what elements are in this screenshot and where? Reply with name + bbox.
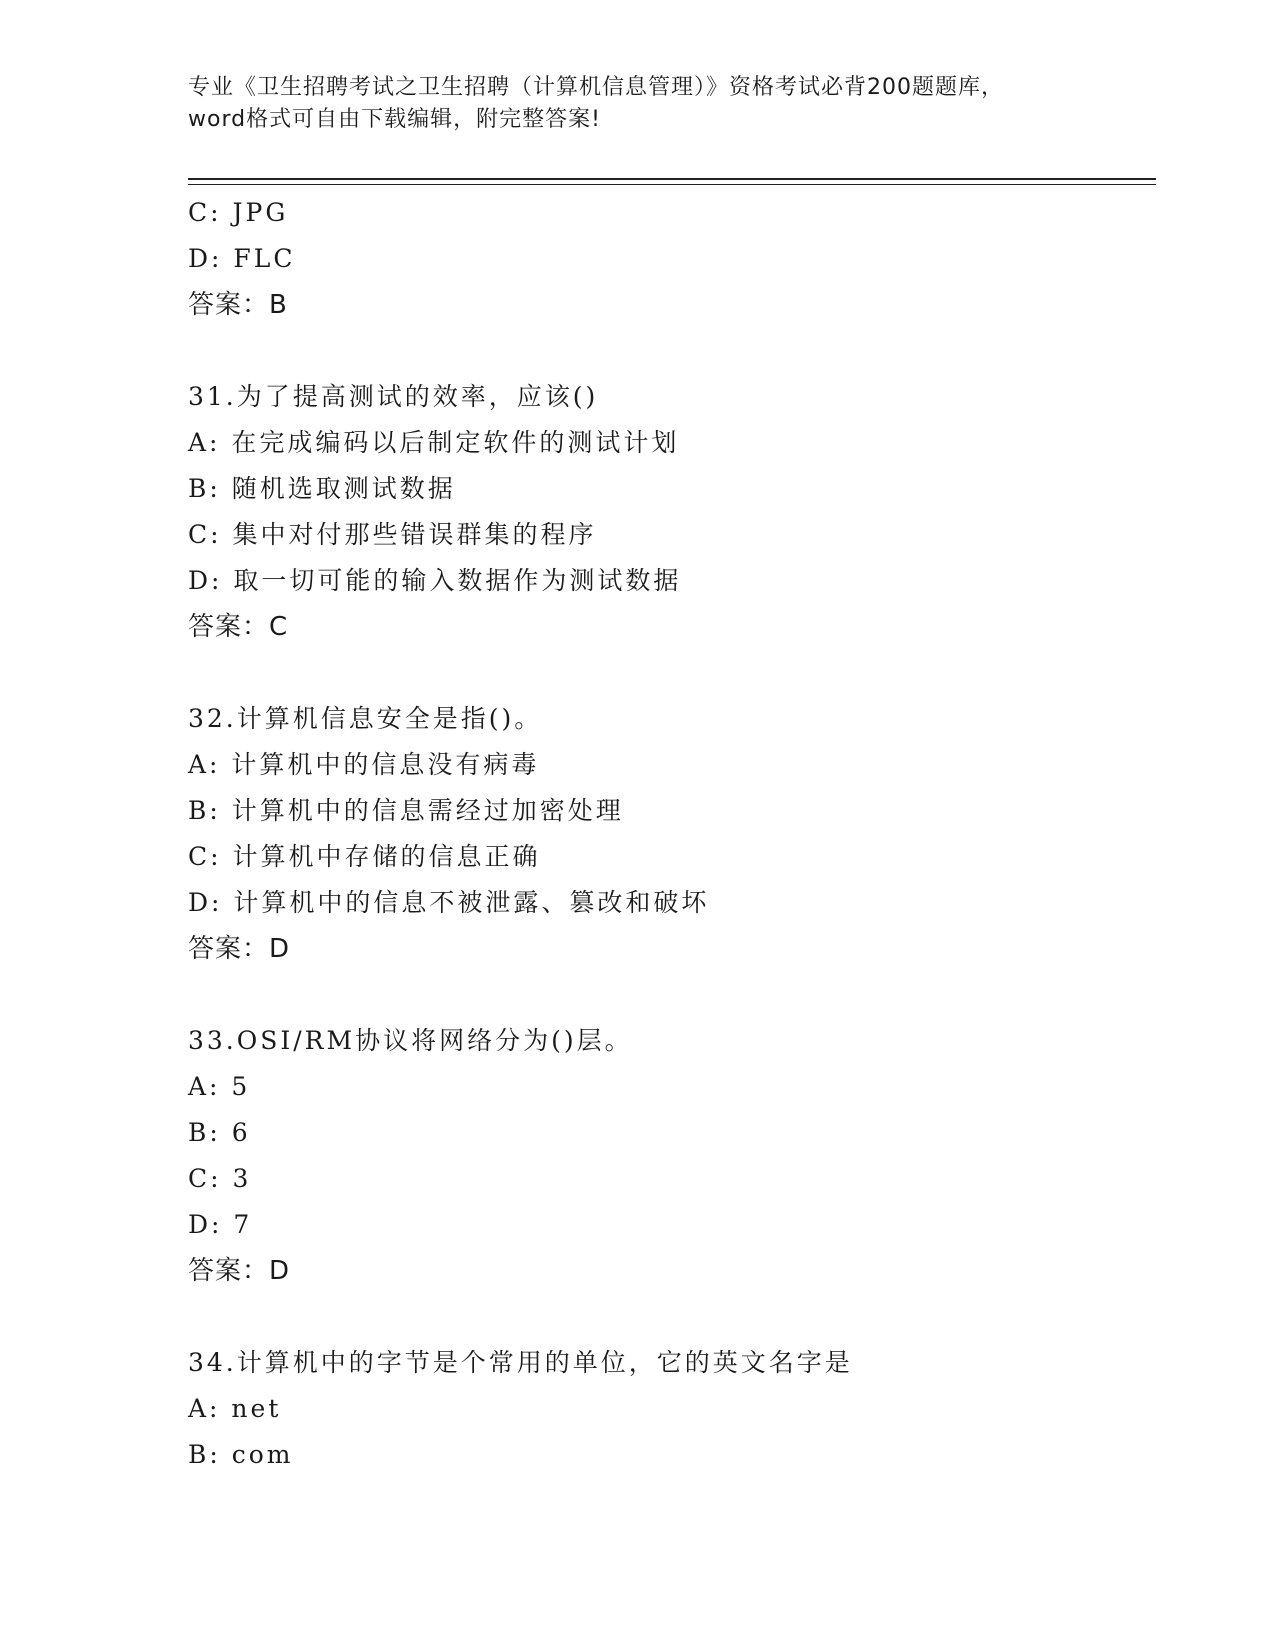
spacer [188,972,1148,1018]
answer-line: 答案：D [188,1256,291,1286]
spacer [188,1294,1148,1340]
header-divider [188,178,1156,180]
option-b: B: 6 [188,1118,251,1147]
question-list [188,190,1148,1478]
question-block-34 [188,1340,1148,1478]
question-block-31 [188,374,1148,650]
option-b: B: 计算机中的信息需经过加密处理 [188,796,624,825]
header-divider-thin [188,184,1156,185]
option-c: C: 集中对付那些错误群集的程序 [188,520,597,549]
question-stem: 32.计算机信息安全是指()。 [188,704,543,733]
question-block-30 [188,190,1148,328]
answer-line: 答案：C [188,612,289,642]
option-a: A: 在完成编码以后制定软件的测试计划 [188,428,680,457]
option-d: D: 7 [188,1210,253,1239]
header-title-line-1: 专业《卫生招聘考试之卫生招聘（计算机信息管理）》资格考试必背200题题库， [188,75,1004,100]
option-d: D: 取一切可能的输入数据作为测试数据 [188,566,682,595]
option-c: C: 计算机中存储的信息正确 [188,842,541,871]
document-header [188,72,1088,136]
answer-line: 答案：D [188,934,291,964]
option-c: C: 3 [188,1164,252,1193]
option-a: A: net [188,1394,282,1423]
question-stem: 33.OSI/RM协议将网络分为()层。 [188,1026,633,1055]
option-c: C: JPG [188,198,289,227]
option-a: A: 5 [188,1072,251,1101]
option-b: B: 随机选取测试数据 [188,474,456,503]
question-stem: 34.计算机中的字节是个常用的单位，它的英文名字是 [188,1348,853,1377]
header-title-line-2: word格式可自由下载编辑，附完整答案! [188,107,601,132]
option-d: D: FLC [188,244,296,273]
question-stem: 31.为了提高测试的效率，应该() [188,382,599,411]
answer-line: 答案：B [188,290,288,320]
question-block-33 [188,1018,1148,1294]
option-b: B: com [188,1440,294,1469]
spacer [188,650,1148,696]
question-block-32 [188,696,1148,972]
spacer [188,328,1148,374]
option-a: A: 计算机中的信息没有病毒 [188,750,540,779]
option-d: D: 计算机中的信息不被泄露、篡改和破坏 [188,888,710,917]
